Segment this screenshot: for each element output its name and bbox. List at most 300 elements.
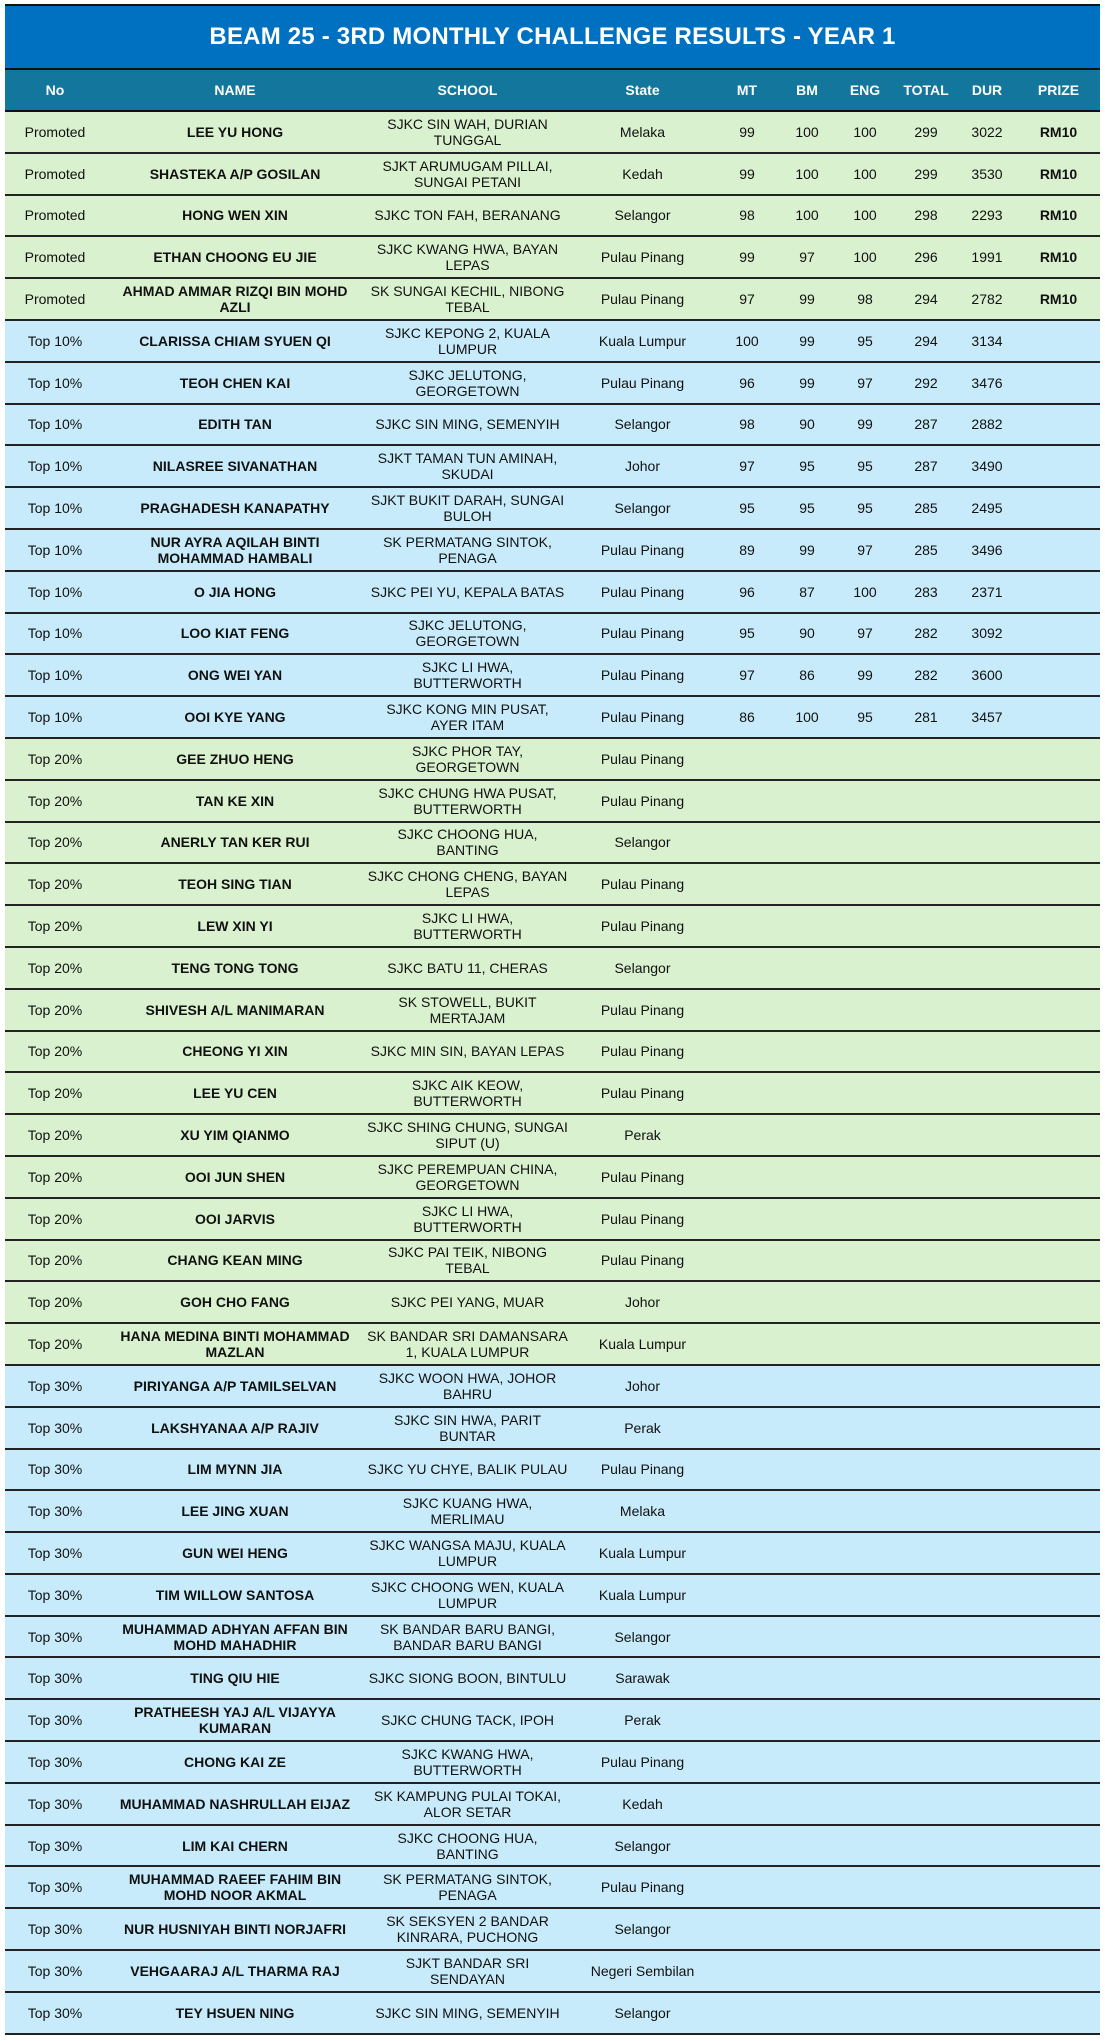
duration-cell: [957, 1156, 1017, 1198]
table-row: [5, 153, 1100, 195]
mt-score-cell: [715, 1407, 779, 1449]
state-cell: Pulau Pinang: [570, 1240, 715, 1282]
name-cell: NUR HUSNIYAH BINTI NORJAFRI: [105, 1908, 365, 1950]
mt-score-cell: [715, 1866, 779, 1908]
state-cell: Johor: [570, 1281, 715, 1323]
total-score-cell: [895, 947, 957, 989]
state-cell: Pulau Pinang: [570, 1741, 715, 1783]
name-cell: CLARISSA CHIAM SYUEN QI: [105, 320, 365, 362]
table-row: [5, 1992, 1100, 2034]
table-row: [5, 1198, 1100, 1240]
rank-cell: Top 30%: [5, 1825, 105, 1867]
duration-cell: [957, 989, 1017, 1031]
table-row: [5, 1449, 1100, 1491]
state-cell: Selangor: [570, 822, 715, 864]
school-cell: SJKC KWANG HWA, BUTTERWORTH: [365, 1741, 570, 1783]
state-cell: Kuala Lumpur: [570, 1323, 715, 1365]
duration-cell: 3134: [957, 320, 1017, 362]
eng-score-cell: 95: [835, 696, 895, 738]
rank-cell: Top 20%: [5, 1323, 105, 1365]
bm-score-cell: [779, 1532, 835, 1574]
rank-cell: Top 10%: [5, 529, 105, 571]
rank-cell: Top 20%: [5, 780, 105, 822]
mt-score-cell: [715, 1365, 779, 1407]
mt-score-cell: [715, 1532, 779, 1574]
prize-cell: [1017, 445, 1100, 487]
prize-cell: [1017, 1657, 1100, 1699]
table-row: [5, 696, 1100, 738]
table-row: [5, 905, 1100, 947]
mt-score-cell: [715, 1240, 779, 1282]
total-score-cell: [895, 1992, 957, 2034]
column-header-state: State: [570, 70, 715, 111]
duration-cell: [957, 1741, 1017, 1783]
school-cell: SJKC PHOR TAY, GEORGETOWN: [365, 738, 570, 780]
name-cell: LEE JING XUAN: [105, 1490, 365, 1532]
duration-cell: [957, 738, 1017, 780]
eng-score-cell: [835, 1866, 895, 1908]
total-score-cell: [895, 822, 957, 864]
prize-cell: [1017, 1741, 1100, 1783]
state-cell: Pulau Pinang: [570, 236, 715, 278]
name-cell: AHMAD AMMAR RIZQI BIN MOHD AZLI: [105, 278, 365, 320]
duration-cell: 2495: [957, 487, 1017, 529]
school-cell: SJKT ARUMUGAM PILLAI, SUNGAI PETANI: [365, 153, 570, 195]
total-score-cell: 292: [895, 362, 957, 404]
school-cell: SJKC PAI TEIK, NIBONG TEBAL: [365, 1240, 570, 1282]
school-cell: SJKC SIN WAH, DURIAN TUNGGAL: [365, 111, 570, 153]
total-score-cell: 287: [895, 404, 957, 446]
name-cell: TEY HSUEN NING: [105, 1992, 365, 2034]
prize-cell: [1017, 1281, 1100, 1323]
prize-cell: [1017, 1532, 1100, 1574]
eng-score-cell: 100: [835, 153, 895, 195]
school-cell: SJKC CHOONG HUA, BANTING: [365, 1825, 570, 1867]
eng-score-cell: [835, 1950, 895, 1992]
prize-cell: [1017, 905, 1100, 947]
duration-cell: [957, 1198, 1017, 1240]
total-score-cell: [895, 1031, 957, 1073]
prize-cell: [1017, 1908, 1100, 1950]
mt-score-cell: 97: [715, 654, 779, 696]
table-row: [5, 1323, 1100, 1365]
total-score-cell: 282: [895, 613, 957, 655]
bm-score-cell: 95: [779, 445, 835, 487]
eng-score-cell: [835, 989, 895, 1031]
prize-cell: [1017, 320, 1100, 362]
bm-score-cell: [779, 1240, 835, 1282]
bm-score-cell: [779, 989, 835, 1031]
name-cell: LOO KIAT FENG: [105, 613, 365, 655]
table-row: [5, 1490, 1100, 1532]
total-score-cell: 294: [895, 278, 957, 320]
prize-cell: [1017, 529, 1100, 571]
name-cell: VEHGAARAJ A/L THARMA RAJ: [105, 1950, 365, 1992]
total-score-cell: 285: [895, 529, 957, 571]
total-score-cell: [895, 1281, 957, 1323]
name-cell: PRAGHADESH KANAPATHY: [105, 487, 365, 529]
mt-score-cell: [715, 863, 779, 905]
page-title: BEAM 25 - 3RD MONTHLY CHALLENGE RESULTS - YEAR 1: [5, 4, 1100, 70]
mt-score-cell: 98: [715, 195, 779, 237]
duration-cell: [957, 1950, 1017, 1992]
name-cell: MUHAMMAD ADHYAN AFFAN BIN MOHD MAHADHIR: [105, 1616, 365, 1658]
school-cell: SJKC CHOONG HUA, BANTING: [365, 822, 570, 864]
bm-score-cell: [779, 738, 835, 780]
state-cell: Perak: [570, 1699, 715, 1741]
bm-score-cell: 90: [779, 613, 835, 655]
state-cell: Johor: [570, 445, 715, 487]
mt-score-cell: [715, 1449, 779, 1491]
total-score-cell: [895, 1908, 957, 1950]
state-cell: Johor: [570, 1365, 715, 1407]
rank-cell: Top 30%: [5, 1783, 105, 1825]
mt-score-cell: [715, 1072, 779, 1114]
school-cell: SJKC JELUTONG, GEORGETOWN: [365, 362, 570, 404]
name-cell: TENG TONG TONG: [105, 947, 365, 989]
table-row: [5, 1365, 1100, 1407]
bm-score-cell: [779, 1156, 835, 1198]
column-header-dur: DUR: [957, 70, 1017, 111]
mt-score-cell: [715, 1616, 779, 1658]
eng-score-cell: [835, 1198, 895, 1240]
school-cell: SJKC SIONG BOON, BINTULU: [365, 1657, 570, 1699]
bm-score-cell: 99: [779, 278, 835, 320]
state-cell: Pulau Pinang: [570, 989, 715, 1031]
state-cell: Kedah: [570, 153, 715, 195]
eng-score-cell: 98: [835, 278, 895, 320]
name-cell: ONG WEI YAN: [105, 654, 365, 696]
column-header-bm: BM: [779, 70, 835, 111]
name-cell: NILASREE SIVANATHAN: [105, 445, 365, 487]
rank-cell: Top 10%: [5, 654, 105, 696]
eng-score-cell: [835, 1449, 895, 1491]
school-cell: SJKC TON FAH, BERANANG: [365, 195, 570, 237]
name-cell: HONG WEN XIN: [105, 195, 365, 237]
duration-cell: [957, 1992, 1017, 2034]
total-score-cell: [895, 1407, 957, 1449]
mt-score-cell: [715, 1741, 779, 1783]
prize-cell: [1017, 362, 1100, 404]
eng-score-cell: [835, 1741, 895, 1783]
table-row: [5, 863, 1100, 905]
prize-cell: RM10: [1017, 236, 1100, 278]
name-cell: PIRIYANGA A/P TAMILSELVAN: [105, 1365, 365, 1407]
duration-cell: [957, 1114, 1017, 1156]
total-score-cell: [895, 1156, 957, 1198]
rank-cell: Top 20%: [5, 822, 105, 864]
bm-score-cell: [779, 1783, 835, 1825]
total-score-cell: 299: [895, 111, 957, 153]
prize-cell: RM10: [1017, 153, 1100, 195]
name-cell: LEE YU CEN: [105, 1072, 365, 1114]
rank-cell: Top 30%: [5, 1407, 105, 1449]
rank-cell: Top 20%: [5, 989, 105, 1031]
column-header-prize: PRIZE: [1017, 70, 1100, 111]
bm-score-cell: 99: [779, 362, 835, 404]
duration-cell: [957, 1657, 1017, 1699]
bm-score-cell: [779, 1699, 835, 1741]
table-row: [5, 989, 1100, 1031]
prize-cell: [1017, 1825, 1100, 1867]
mt-score-cell: [715, 780, 779, 822]
bm-score-cell: [779, 1323, 835, 1365]
total-score-cell: [895, 1866, 957, 1908]
state-cell: Kuala Lumpur: [570, 320, 715, 362]
rank-cell: Top 20%: [5, 1198, 105, 1240]
name-cell: MUHAMMAD RAEEF FAHIM BIN MOHD NOOR AKMAL: [105, 1866, 365, 1908]
mt-score-cell: 95: [715, 487, 779, 529]
eng-score-cell: 97: [835, 613, 895, 655]
results-table: [5, 70, 1100, 2035]
bm-score-cell: [779, 1657, 835, 1699]
eng-score-cell: [835, 1323, 895, 1365]
bm-score-cell: 95: [779, 487, 835, 529]
eng-score-cell: [835, 738, 895, 780]
school-cell: SK SEKSYEN 2 BANDAR KINRARA, PUCHONG: [365, 1908, 570, 1950]
duration-cell: [957, 1908, 1017, 1950]
table-row: [5, 1240, 1100, 1282]
eng-score-cell: [835, 1574, 895, 1616]
bm-score-cell: [779, 1490, 835, 1532]
state-cell: Selangor: [570, 1908, 715, 1950]
duration-cell: [957, 1783, 1017, 1825]
mt-score-cell: [715, 1323, 779, 1365]
school-cell: SJKC BATU 11, CHERAS: [365, 947, 570, 989]
total-score-cell: [895, 863, 957, 905]
name-cell: LAKSHYANAA A/P RAJIV: [105, 1407, 365, 1449]
rank-cell: Top 30%: [5, 1657, 105, 1699]
rank-cell: Top 30%: [5, 1699, 105, 1741]
name-cell: GEE ZHUO HENG: [105, 738, 365, 780]
rank-cell: Top 20%: [5, 863, 105, 905]
eng-score-cell: [835, 947, 895, 989]
name-cell: TIM WILLOW SANTOSA: [105, 1574, 365, 1616]
mt-score-cell: 95: [715, 613, 779, 655]
mt-score-cell: [715, 1281, 779, 1323]
rank-cell: Top 10%: [5, 487, 105, 529]
state-cell: Selangor: [570, 1616, 715, 1658]
school-cell: SK SUNGAI KECHIL, NIBONG TEBAL: [365, 278, 570, 320]
duration-cell: 3600: [957, 654, 1017, 696]
bm-score-cell: 100: [779, 153, 835, 195]
total-score-cell: [895, 1532, 957, 1574]
name-cell: MUHAMMAD NASHRULLAH EIJAZ: [105, 1783, 365, 1825]
eng-score-cell: 95: [835, 487, 895, 529]
rank-cell: Top 10%: [5, 404, 105, 446]
state-cell: Kedah: [570, 1783, 715, 1825]
table-row: [5, 1825, 1100, 1867]
school-cell: SJKC CHUNG HWA PUSAT, BUTTERWORTH: [365, 780, 570, 822]
table-row: [5, 1407, 1100, 1449]
total-score-cell: [895, 1574, 957, 1616]
school-cell: SJKC CHONG CHENG, BAYAN LEPAS: [365, 863, 570, 905]
table-row: [5, 1616, 1100, 1658]
column-header-name: NAME: [105, 70, 365, 111]
table-row: [5, 236, 1100, 278]
school-cell: SJKC LI HWA, BUTTERWORTH: [365, 1198, 570, 1240]
state-cell: Pulau Pinang: [570, 571, 715, 613]
duration-cell: [957, 1407, 1017, 1449]
table-row: [5, 195, 1100, 237]
school-cell: SJKC KUANG HWA, MERLIMAU: [365, 1490, 570, 1532]
state-cell: Pulau Pinang: [570, 654, 715, 696]
table-row: [5, 1281, 1100, 1323]
state-cell: Melaka: [570, 111, 715, 153]
prize-cell: [1017, 780, 1100, 822]
bm-score-cell: 86: [779, 654, 835, 696]
bm-score-cell: 99: [779, 529, 835, 571]
rank-cell: Top 10%: [5, 320, 105, 362]
state-cell: Kuala Lumpur: [570, 1574, 715, 1616]
school-cell: SJKT TAMAN TUN AMINAH, SKUDAI: [365, 445, 570, 487]
total-score-cell: 287: [895, 445, 957, 487]
duration-cell: [957, 1825, 1017, 1867]
state-cell: Pulau Pinang: [570, 1156, 715, 1198]
total-score-cell: 294: [895, 320, 957, 362]
rank-cell: Top 30%: [5, 1449, 105, 1491]
school-cell: SJKC MIN SIN, BAYAN LEPAS: [365, 1031, 570, 1073]
rank-cell: Top 30%: [5, 1741, 105, 1783]
eng-score-cell: 97: [835, 362, 895, 404]
table-row: [5, 822, 1100, 864]
eng-score-cell: 100: [835, 111, 895, 153]
prize-cell: [1017, 1198, 1100, 1240]
mt-score-cell: [715, 1156, 779, 1198]
rank-cell: Promoted: [5, 195, 105, 237]
rank-cell: Top 10%: [5, 362, 105, 404]
school-cell: SJKC KWANG HWA, BAYAN LEPAS: [365, 236, 570, 278]
school-cell: SJKC CHUNG TACK, IPOH: [365, 1699, 570, 1741]
prize-cell: [1017, 1072, 1100, 1114]
name-cell: LIM MYNN JIA: [105, 1449, 365, 1491]
eng-score-cell: [835, 905, 895, 947]
school-cell: SJKC KEPONG 2, KUALA LUMPUR: [365, 320, 570, 362]
bm-score-cell: [779, 1365, 835, 1407]
duration-cell: [957, 1574, 1017, 1616]
duration-cell: 3476: [957, 362, 1017, 404]
prize-cell: [1017, 1365, 1100, 1407]
mt-score-cell: [715, 822, 779, 864]
eng-score-cell: [835, 1532, 895, 1574]
state-cell: Selangor: [570, 947, 715, 989]
school-cell: SJKT BUKIT DARAH, SUNGAI BULOH: [365, 487, 570, 529]
table-row: [5, 1908, 1100, 1950]
rank-cell: Top 20%: [5, 905, 105, 947]
table-row: [5, 1072, 1100, 1114]
bm-score-cell: 97: [779, 236, 835, 278]
table-row: [5, 1156, 1100, 1198]
name-cell: HANA MEDINA BINTI MOHAMMAD MAZLAN: [105, 1323, 365, 1365]
total-score-cell: [895, 1198, 957, 1240]
prize-cell: [1017, 1992, 1100, 2034]
duration-cell: 3022: [957, 111, 1017, 153]
name-cell: EDITH TAN: [105, 404, 365, 446]
name-cell: OOI JARVIS: [105, 1198, 365, 1240]
total-score-cell: [895, 738, 957, 780]
eng-score-cell: [835, 1240, 895, 1282]
mt-score-cell: [715, 738, 779, 780]
state-cell: Pulau Pinang: [570, 362, 715, 404]
rank-cell: Top 30%: [5, 1992, 105, 2034]
duration-cell: [957, 1072, 1017, 1114]
rank-cell: Top 20%: [5, 1240, 105, 1282]
prize-cell: [1017, 404, 1100, 446]
mt-score-cell: 100: [715, 320, 779, 362]
state-cell: Pulau Pinang: [570, 780, 715, 822]
name-cell: CHEONG YI XIN: [105, 1031, 365, 1073]
bm-score-cell: 90: [779, 404, 835, 446]
eng-score-cell: [835, 822, 895, 864]
table-row: [5, 445, 1100, 487]
state-cell: Pulau Pinang: [570, 1072, 715, 1114]
prize-cell: [1017, 863, 1100, 905]
bm-score-cell: [779, 1449, 835, 1491]
eng-score-cell: [835, 1281, 895, 1323]
column-header-total: TOTAL: [895, 70, 957, 111]
duration-cell: 2371: [957, 571, 1017, 613]
column-header-school: SCHOOL: [365, 70, 570, 111]
duration-cell: [957, 1031, 1017, 1073]
eng-score-cell: 100: [835, 571, 895, 613]
duration-cell: [957, 1532, 1017, 1574]
table-row: [5, 1114, 1100, 1156]
state-cell: Selangor: [570, 195, 715, 237]
state-cell: Perak: [570, 1407, 715, 1449]
mt-score-cell: [715, 1031, 779, 1073]
prize-cell: [1017, 1866, 1100, 1908]
bm-score-cell: [779, 1908, 835, 1950]
mt-score-cell: 99: [715, 153, 779, 195]
rank-cell: Top 20%: [5, 1156, 105, 1198]
bm-score-cell: [779, 1950, 835, 1992]
results-sheet: [5, 4, 1100, 2035]
total-score-cell: 281: [895, 696, 957, 738]
eng-score-cell: [835, 1783, 895, 1825]
eng-score-cell: 95: [835, 445, 895, 487]
eng-score-cell: 95: [835, 320, 895, 362]
rank-cell: Top 10%: [5, 613, 105, 655]
state-cell: Pulau Pinang: [570, 529, 715, 571]
duration-cell: [957, 1365, 1017, 1407]
eng-score-cell: [835, 1616, 895, 1658]
bm-score-cell: [779, 863, 835, 905]
mt-score-cell: 96: [715, 571, 779, 613]
rank-cell: Top 20%: [5, 1281, 105, 1323]
state-cell: Pulau Pinang: [570, 1866, 715, 1908]
total-score-cell: [895, 1657, 957, 1699]
prize-cell: RM10: [1017, 278, 1100, 320]
eng-score-cell: [835, 1114, 895, 1156]
duration-cell: [957, 780, 1017, 822]
table-row: [5, 320, 1100, 362]
table-body: [5, 111, 1100, 2034]
eng-score-cell: [835, 1657, 895, 1699]
school-cell: SJKC SHING CHUNG, SUNGAI SIPUT (U): [365, 1114, 570, 1156]
table-row: [5, 1866, 1100, 1908]
eng-score-cell: [835, 1908, 895, 1950]
mt-score-cell: 97: [715, 278, 779, 320]
column-header-mt: MT: [715, 70, 779, 111]
prize-cell: [1017, 1323, 1100, 1365]
eng-score-cell: [835, 1490, 895, 1532]
rank-cell: Top 30%: [5, 1574, 105, 1616]
school-cell: SK STOWELL, BUKIT MERTAJAM: [365, 989, 570, 1031]
name-cell: XU YIM QIANMO: [105, 1114, 365, 1156]
bm-score-cell: [779, 1574, 835, 1616]
total-score-cell: 298: [895, 195, 957, 237]
table-row: [5, 1741, 1100, 1783]
